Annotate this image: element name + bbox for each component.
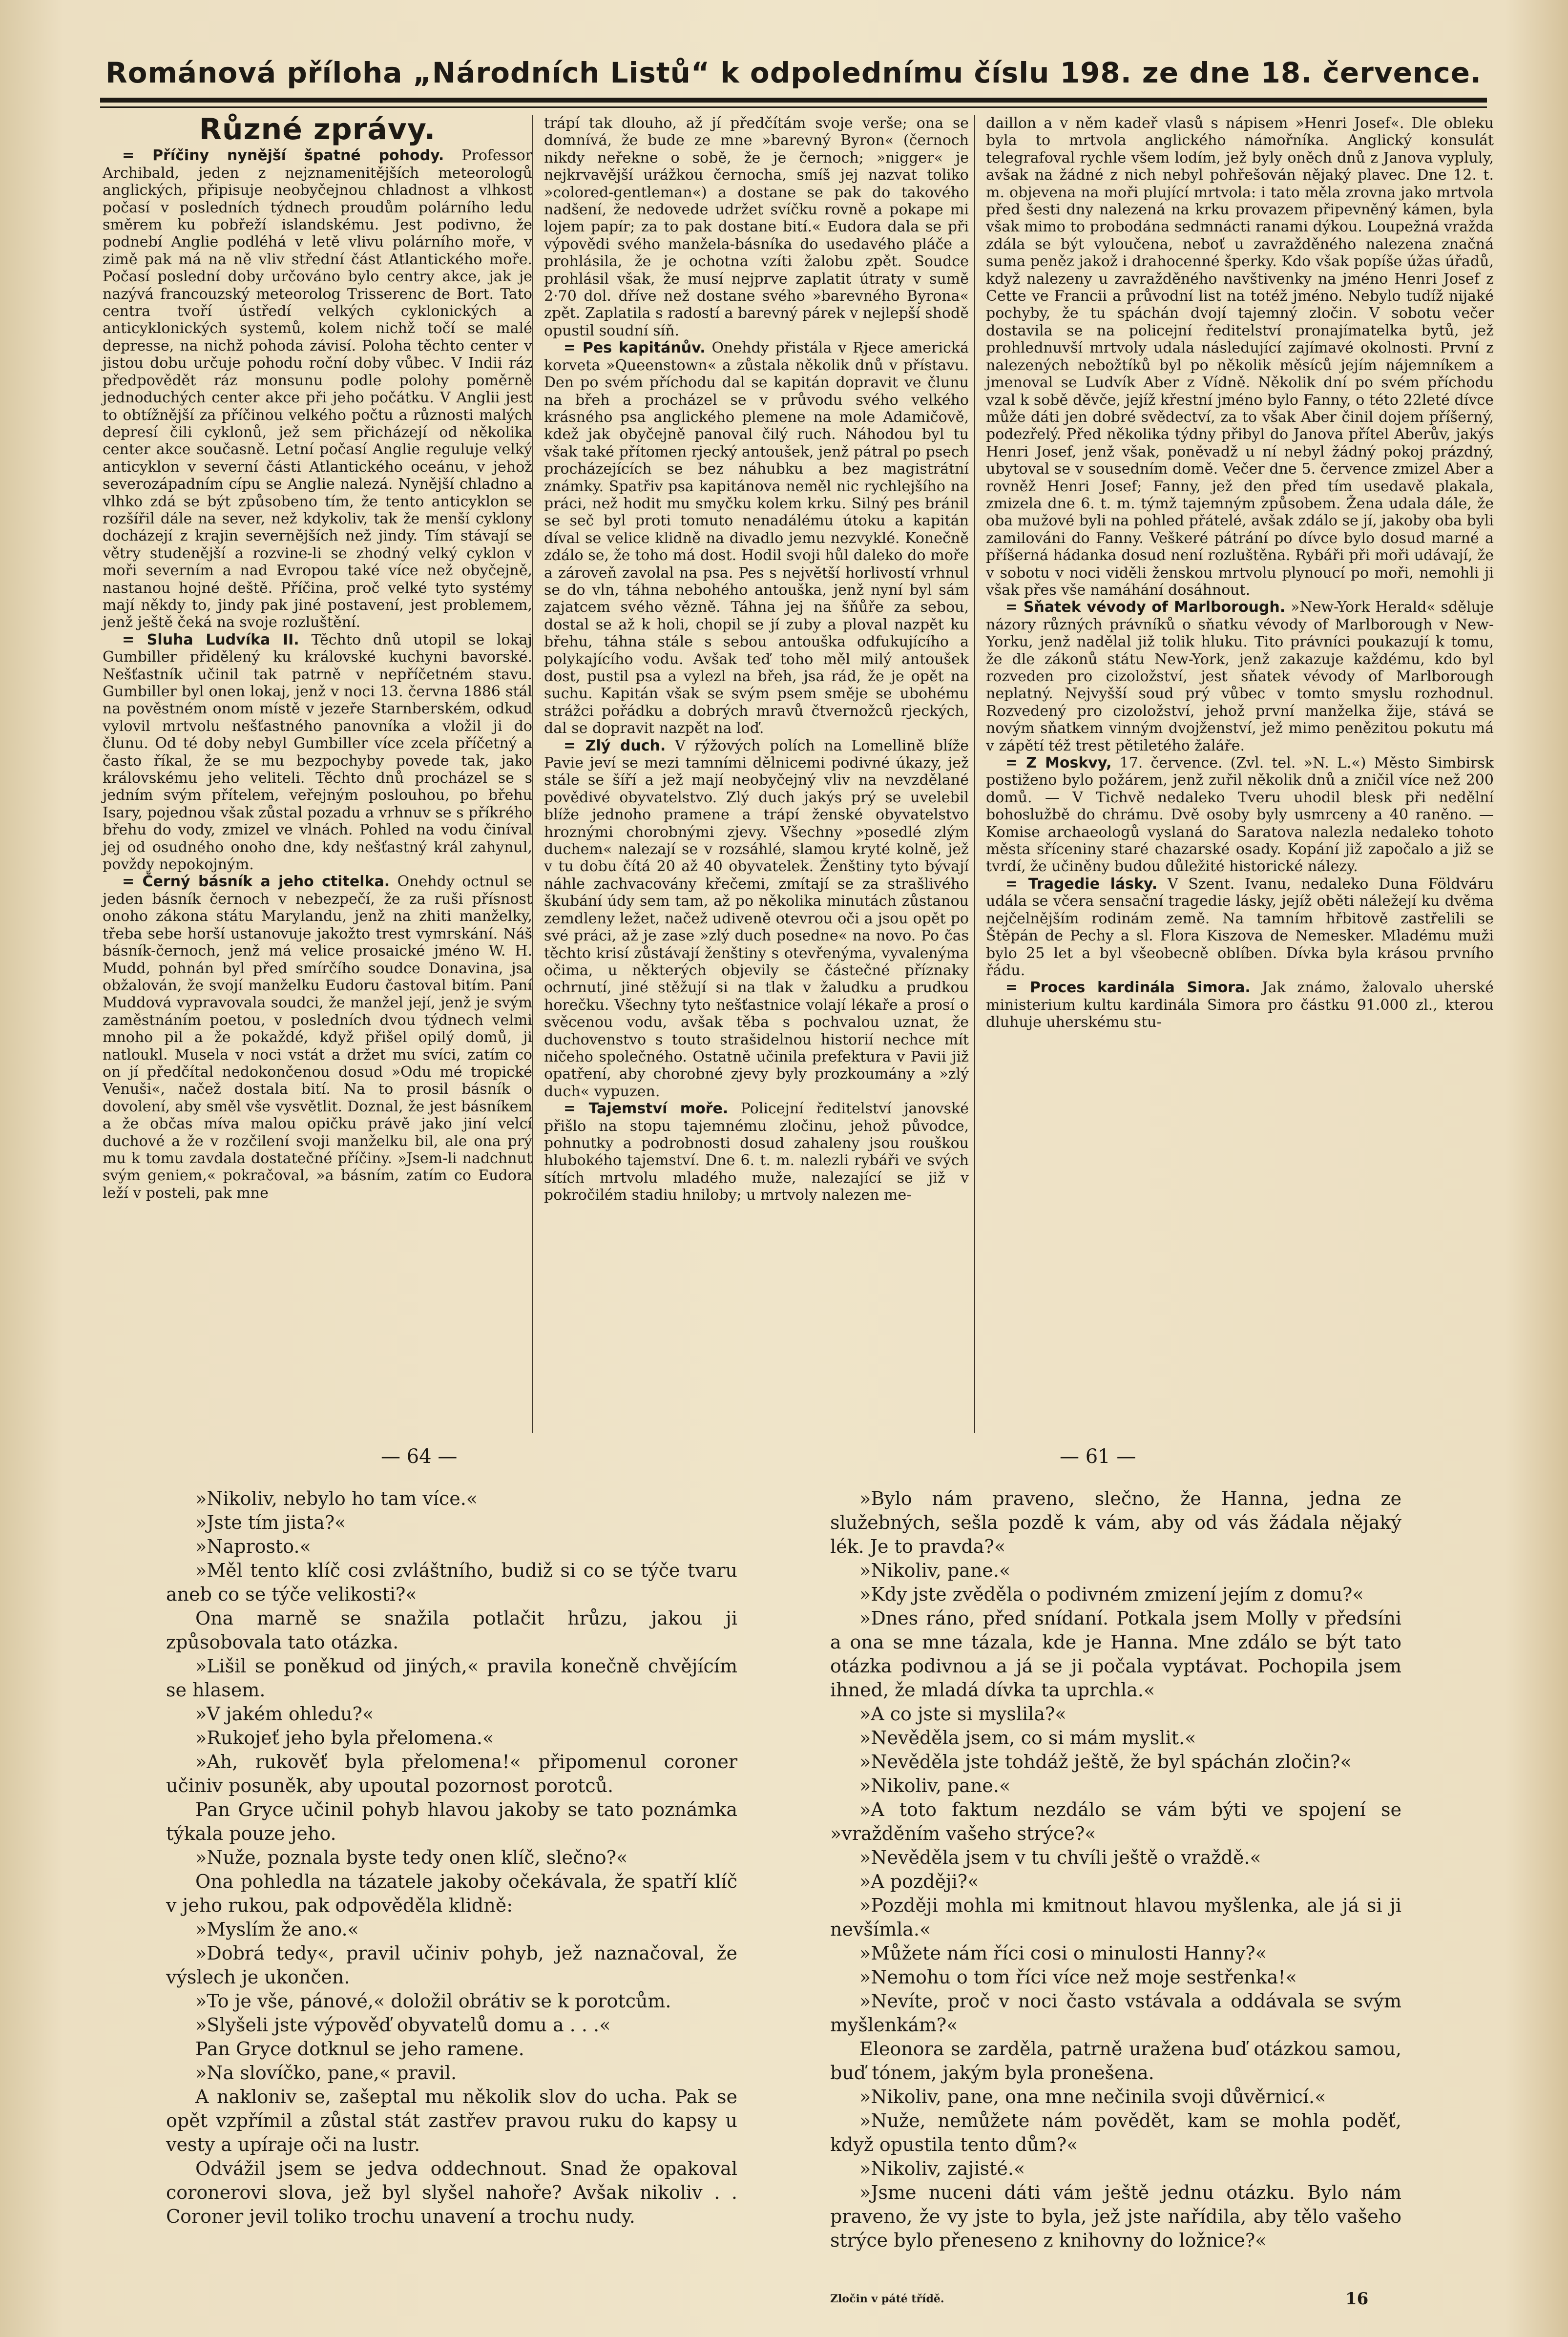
article-headline: = Z Moskvy, bbox=[1005, 754, 1112, 772]
article-text: Policejní ředitelství janovské přišlo na stopu tajemnému zločinu, jehož původce, pohnutky a podrobnosti dosud zahaleny jsou rouškou hlubokého tajemství. Dne 6. t. m. nalezli rybáři ve svých sítích mrtvolu mladého muže, nalezající se již v pokročilém stadiu hniloby; u mrtvoly nalezen me- bbox=[544, 1100, 969, 1204]
article bbox=[103, 147, 532, 631]
article bbox=[103, 631, 532, 874]
section-title: Různé zprávy. bbox=[199, 112, 436, 146]
article bbox=[544, 1100, 969, 1204]
article-headline: = Proces kardinála Simora. bbox=[1005, 979, 1251, 997]
article-headline: = Tajemství moře. bbox=[564, 1100, 729, 1118]
article bbox=[986, 979, 1494, 1031]
column-2 bbox=[532, 115, 969, 1433]
novel-paragraph: »V jakém ohledu?« bbox=[195, 1703, 374, 1725]
novel-paragraph: »Nikoliv, pane.« bbox=[859, 1560, 1011, 1581]
novel-paragraph: »Jsme nuceni dáti vám ještě jednu otázku. Bylo nám praveno, že vy jste to byla, jež jste nařídila, aby tělo vašeho strýce bylo přeneseno z knihovny do ložnice?« bbox=[830, 2182, 1401, 2251]
article-continued bbox=[986, 115, 1494, 599]
column-1 bbox=[103, 112, 532, 1202]
article-headline: = Sňatek vévody of Marlborough. bbox=[1005, 599, 1286, 616]
novel-paragraph: »Nikoliv, nebylo ho tam více.« bbox=[195, 1488, 478, 1509]
novel-paragraph: Ona marně se snažila potlačit hrůzu, jakou ji způsobovala tato otázka. bbox=[166, 1607, 737, 1653]
novel-paragraph: »Nuže, poznala byste tedy onen klíč, slečno?« bbox=[195, 1847, 628, 1868]
article bbox=[986, 876, 1494, 979]
novel-paragraph: »Nevěděla jsem v tu chvíli ještě o vraždě.« bbox=[859, 1847, 1261, 1868]
page-header: Románová příloha „Národních Listů“ k odpolednímu číslu 198. ze dne 18. července. bbox=[105, 56, 1482, 89]
article bbox=[986, 754, 1494, 876]
article bbox=[986, 599, 1494, 754]
novel-paragraph: »Rukojeť jeho byla přelomena.« bbox=[195, 1727, 494, 1749]
novel-paragraph: Eleonora se zarděla, patrně uražena buď otázkou samou, buď tónem, jakým byla pronešena. bbox=[830, 2038, 1401, 2084]
novel-paragraph: »A toto faktum nezdálo se vám býti ve spojení se »vražděním vašeho strýce?« bbox=[830, 1799, 1401, 1844]
novel-paragraph: »A později?« bbox=[859, 1871, 979, 1892]
novel-paragraph: »Kdy jste zvěděla o podivném zmizení jejím z domu?« bbox=[859, 1584, 1364, 1605]
novel-paragraph: Pan Gryce dotknul se jeho ramene. bbox=[195, 2038, 524, 2060]
article-text: Onehdy octnul se jeden básník černoch v nebezpečí, že za ruši přísnost onoho zákona státu Marylandu, jenž na zhiti manželky, třeba sebe horší ustanovuje jakožto trest vymrskání. Náš básník-černoch, jenž má velice prosaické jméno W. H. Mudd, pohnán byl před smírčího soudce Donavina, jsa obžalován, že svojí manželku Eudoru častoval bitím. Paní Muddová vypravovala soudci, že manžel její, jenž je svým zaměstnáním poetou, v posledních dvou týdnech velmi mnoho pil a že pokaždé, když přišel opilý domů, ji natloukl. Musela v noci vstát a držet mu svíci, zatím co on jí předčítal nedokončenou dosud »Odu mé tropické Venuši«, načež dostala bití. Na to prosil básník o dovolení, aby směl vše vysvětlit. Doznal, že jest básníkem a že občas míva malou opičku právě jako jiní velcí duchové a že v rozčilení svoji manželku bil, ale ona prý mu k tomu zavdala dostatečné příčiny. »Jsem-li nadchnut svým geniem,« pokračoval, »a básním, zatím co Eudora leží v posteli, pak mne bbox=[103, 873, 532, 1202]
novel-paragraph: »Slyšeli jste výpověď obyvatelů domu a . . .« bbox=[195, 2014, 611, 2036]
article-headline: = Příčiny nynější špatné pohody. bbox=[122, 147, 444, 165]
signature-mark: Zločin v páté třídě. bbox=[830, 2293, 944, 2305]
novel-paragraph: »Můžete nám říci cosi o minulosti Hanny?« bbox=[859, 1942, 1267, 1964]
article-text: Jak známo, žalovalo uherské ministerium kultu kardinála Simora pro částku 91.000 zl., kterou dluhuje uherskému stu- bbox=[986, 979, 1494, 1031]
page-number-right: — 61 — bbox=[1060, 1445, 1136, 1468]
novel-paragraph: Odvážil jsem se jedva oddechnout. Snad že opakoval coronerovi slova, jež byl slyšel nahoře? Avšak nikoliv . . Coroner jevil toliko trochu unavení a trochu nudy. bbox=[166, 2158, 737, 2227]
article-text: »New-York Herald« sděluje názory různých právníků o sňatku vévody of Marlborough v New-Yorku, jenž nadělal již tolik hluku. Tito právníci poukazují k tomu, že dle zákonů státu New-York, jenž zakazuje každému, kdo byl rozveden pro cizoložství, jest sňatek vévody of Marlborough neplatný. Nejvyšší soud prý vůbec v tomto smyslu rozhodnul. Rozvedený pro cizoložství, jehož první manželka žije, stává se novým sňatkem vinným dvojženství, jež mimo penězitou pokutu má v zápětí též trest pětiletého žaláře. bbox=[986, 599, 1494, 754]
novel-paragraph: Ona pohledla na tázatele jakoby očekávala, že spatří klíč v jeho rukou, pak odpověděla klidně: bbox=[166, 1871, 737, 1916]
article-headline: = Tragedie lásky. bbox=[1005, 875, 1158, 893]
novel-paragraph: »To je vše, pánové,« doložil obrátiv se k porotcům. bbox=[195, 1990, 671, 2012]
article-text: V rýžových polích na Lomellině blíže Pavie jeví se mezi tamními dělnicemi podivné úkazy, jež stále se šíří a jež mají neobyčejný vliv na nevzdělané povědivé obyvatelstvo. Zlý duch jakýs prý se uvelebil blíže jednoho pramene a trápí ženské obyvatelstvo hroznými chorobnými zjevy. Všechny »posedlé zlým duchem« nalezají se v rozsáhlé, slamou kryté kolně, jež v tu dobu čítá 20 až 40 obyvatelek. Ženštiny tyto bývají náhle zachvacovány křečemi, zmítají se za strašlivého škubání údy sem tam, až po několika minutách zůstanou zemdleny ležet, načež udiveně otevrou oči a jsou opět po své práci, až je zase »zlý duch posedne« na novo. Po čas těchto krisí zůstávají ženštiny s otevřenýma, vyvalenýma očima, u některých objevily se částečné příznaky ochrnutí, jiné stěžují si na tlak v žaludku a prudkou horečku. Všechny tyto nešťastnice volají lékaře a prosí o svěcenou vodu, avšak těba s pochvalou uznat, že duchovenstvo s touto strašidelnou historií nechce mít ničeho společného. Ostatně učinila prefektura v Pavii již opatření, aby chorobné zjevy byly prozkoumány a »zlý duch« vypuzen. bbox=[544, 737, 969, 1100]
novel-paragraph: »Měl tento klíč cosi zvláštního, budiž si co se týče tvaru aneb co se týče velikosti?« bbox=[166, 1560, 737, 1605]
article bbox=[544, 737, 969, 1101]
article-headline: = Černý básník a jeho ctitelka. bbox=[122, 873, 390, 891]
novel-paragraph: »Bylo nám praveno, slečno, že Hanna, jedna ze služebných, sešla pozdě k vám, aby od vás žádala nějaký lék. Je to pravda?« bbox=[830, 1488, 1401, 1557]
article-text: Onehdy přistála v Rjece americká korveta »Queenstown« a zůstala několik dnů v přístavu. Den po svém příchodu dal se kapitán dopravit ve člunu na břeh a procházel se v průvodu svého velkého krásného psa anglického plemene na mole Adamičově, kdež jak obyčejně panoval čilý ruch. Náhodou byl tu však také přítomen rjecký antoušek, jenž pátral po psech procházejících se bez náhubku a bez magistrátní známky. Spatřiv psa kapitánova neměl nic rychlejšího na práci, než hodit mu smyčku kolem krku. Silný pes bránil se seč byl proti tomuto nenadálému útoku a kapitán díval se velice klidně na divadlo jemu nezvyklé. Konečně zdálo se, že toho má dost. Hodil svoji hůl daleko do moře a zároveň zavolal na psa. Pes s největší horlivostí vrhnul se do vln, táhna nebohého antouška, jenž nyní byl sám zajatcem svého vězně. Táhna jej na šňůře za sebou, dostal se až k holi, chopil se jí zuby a ploval nazpět ku břehu, táhna stále s sebou antouška odfukujícího a polykajícího vodu. Avšak teď toho měl milý antoušek dost, pustil psa a vylezl na břeh, jsa rád, že je opět na suchu. Kapitán však se svým psem směje se ubohému strážci pořádku a dobrých mravů čtvernožců rjeckých, dal se dopravit nazpět na loď. bbox=[544, 339, 969, 737]
novel-paragraph: »Nikoliv, zajisté.« bbox=[859, 2158, 1025, 2179]
novel-page-right bbox=[830, 1487, 1401, 2253]
article-headline: = Sluha Ludvíka II. bbox=[122, 631, 299, 648]
novel-paragraph: »A co jste si myslila?« bbox=[859, 1703, 1066, 1725]
article-text: daillon a v něm kadeř vlasů s nápisem »Henri Josef«. Dle obleku byla to mrtvola anglického námořníka. Anglický konsulát telegrafoval rychle všem lodím, jež byly oněch dnů z Janova vypluly, avšak na žádné z nich nebyl pohřešován nějaký plavec. Dne 12. t. m. objevena na moři plující mrtvola: i tato měla zrovna jako mrtvola před šesti dny nalezená na krku provazem připevněný kámen, byla však mimo to probodána sedmnácti ranami dýkou. Loupežná vražda zdála se být vyloučena, neboť u zavražděného nalezena značná suma peněz jakož i drahocenné šperky. Kdo však popíše úžas úřadů, když nalezeny u zavražděného navštivenky na jméno Henri Josef z Cette ve Francii a průvodní list na totéž jméno. Nebylo tudíž nijaké pochyby, že tu spáchán dvojí tajemný zločin. V sobotu večer dostavila se na policejní ředitelství pronajímatelka bytů, jež prohlednuvší mrtvoly udala následující zajímavé okolnosti. První z nalezených nebožtíků byl po několik měsíců jejím nájemníkem a jmenoval se Ludvík Aber z Vídně. Několik dní po svém příchodu vzal k sobě děvče, jejíž křestní jméno bylo Fanny, o této 22leté dívce může dáti jen dobré svědectví, za to však Aber činil dojem příšerný, podezřelý. Před několika týdny přibyl do Janova přítel Aberův, jakýs Henri Josef, jenž však, poněvadž u ní nebyl žádný pokoj prázdný, ubytoval se v sousedním domě. Večer dne 5. července zmizel Aber a rovněž Henri Josef; Fanny, jež den před tím usedavě plakala, zmizela dne 6. t. m. týmž tajemným způsobem. Žena udala dále, že oba mužové byli na pohled přátelé, avšak zdálo se jí, jakoby oba byli zamilováni do Fanny. Veškeré pátrání po dívce bylo dosud marné a příšerná hádanka dosud není rozluštěna. Rybáři při moři udávají, že v sobotu v noci viděli ženskou mrtvolu plynoucí po moři, nemohli ji však přes vše namáhání dosáhnout. bbox=[986, 115, 1494, 599]
novel-paragraph: »Naprosto.« bbox=[195, 1536, 311, 1557]
novel-paragraph: »Dnes ráno, před snídaní. Potkala jsem Molly v předsíni a ona se mne tázala, kde je Hanna. Mne zdálo se být tato otázka podivnou a já se ji počala vyptávat. Pochopila jsem ihned, že mladá dívka ta uprchla.« bbox=[830, 1607, 1401, 1701]
article-text: trápí tak dlouho, až jí předčítám svoje verše; ona se domnívá, že bude ze mne »barevný Byron« (černoch nikdy neřekne o sobě, že je černoch; »nigger« je nejkrvavější urážkou černocha, smíš jej nazvat toliko »colored-gentleman«) a dostane se pak do takového nadšení, že nedovede udržet svíčku rovně a pokape mi lojem papír; za to pak dostane bití.« Eudora dala se při výpovědi svého manžela-básníka do usedavého pláče a prohlásila, že je ochotna vzíti žalobu zpět. Soudce prohlásil však, že musí nejprve zaplatit útraty v sumě 2·70 dol. dříve než dostane svého »barevného Byrona« zpět. Zaplatila s radostí a barevný párek v nejlepší shodě opustil soudní síň. bbox=[544, 115, 969, 339]
novel-paragraph: »Později mohla mi kmitnout hlavou myšlenka, ale já si ji nevšímla.« bbox=[830, 1895, 1401, 1940]
article bbox=[103, 873, 532, 1202]
novel-paragraph: »Lišil se poněkud od jiných,« pravila konečně chvějícím se hlasem. bbox=[166, 1655, 737, 1701]
header-rule-thin bbox=[100, 106, 1487, 108]
article bbox=[544, 339, 969, 737]
novel-paragraph: »Nikoliv, pane.« bbox=[859, 1775, 1011, 1796]
novel-paragraph: »Na slovíčko, pane,« pravil. bbox=[195, 2062, 457, 2084]
header-rule bbox=[100, 98, 1487, 103]
novel-paragraph: »Nevěděla jste tohdáž ještě, že byl spáchán zločin?« bbox=[859, 1751, 1352, 1773]
novel-paragraph: »Myslím že ano.« bbox=[195, 1919, 359, 1940]
novel-paragraph: »Jste tím jista?« bbox=[195, 1512, 346, 1533]
novel-paragraph: »Nikoliv, pane, ona mne nečinila svoji důvěrnicí.« bbox=[859, 2086, 1326, 2107]
novel-paragraph: Pan Gryce učinil pohyb hlavou jakoby se tato poznámka týkala pouze jeho. bbox=[166, 1799, 737, 1844]
article-text: Professor Archibald, jeden z nejznamenitějších meteorologů anglických, připisuje neobyčejnou chladnost a vlhkost počasí v posledních týdnech proudům polárního ledu směrem ku pobřeží islandskému. Jest podivno, že podnebí Anglie podléhá v letě vlivu polárního moře, v zimě pak má na ně vliv střední část Atlantického moře. Počasí poslední doby určováno bylo centry akce, jak je nazývá francouzský meteorolog Trisserenc de Bort. Tato centra tvoří ústředí velkých cyklonických a anticyklonických systemů, kolem nichž točí se malé depresse, na nichž pohoda závisí. Poloha těchto center v jistou dobu určuje pohodu roční doby vůbec. V Indii ráz předpovědět ráz monsunu podle polohy poměrně jednoduchých center akce při jeho počátku. V Anglii jest to obtížnější za příčinou velkého počtu a různosti malých depresí čili cyklonů, jež sem přicházejí od několika center akce současně. Letní počasí Anglie reguluje velký anticyklon v severní části Atlantického oceánu, v jehož severozápadním cípu se Anglie nalezá. Nynější chladno a vlhko zdá se být způsobeno tím, že tento anticyklon se rozšířil dále na sever, než kdykoliv, tak že menší cyklony docházejí z krajin severnějších než jindy. Tím stávají se větry studenější a rozvine-li se zhodný velký cyklon v moři severním a nad Evropou také více než obyčejně, nastanou hojné deště. Příčina, proč velké tyto systémy mají někdy to, jindy pak jiné postavení, jest problemem, jenž ještě čeká na svoje rozluštění. bbox=[103, 147, 532, 631]
novel-paragraph: »Dobrá tedy«, pravil učiniv pohyb, jež naznačoval, že výslech je ukončen. bbox=[166, 1942, 737, 1988]
column-3 bbox=[974, 115, 1494, 1433]
article-continued bbox=[544, 115, 969, 339]
novel-paragraph: »Nemohu o tom říci více než moje sestřenka!« bbox=[859, 1966, 1297, 1988]
article-text: V Szent. Ivanu, nedaleko Duna Földváru udála se včera sensační tragedie lásky, jejíž oběti náležejí ku dvěma nejčelnějším rodinám země. Na tamním hřbitově zastřelili se Štěpán de Pechy a sl. Flora Kiszova de Nemesker. Mladému muži bylo 25 let a byl všeobecně oblíben. Dívka byla krásou prvního řádu. bbox=[986, 875, 1494, 979]
novel-paragraph: A nakloniv se, zašeptal mu několik slov do ucha. Pak se opět vzpřímil a zůstal stát zastřev pravou ruku do kapsy u vesty a upíraje oči na lustr. bbox=[166, 2086, 737, 2155]
novel-page-left bbox=[166, 1487, 737, 2229]
novel-paragraph: »Nevěděla jsem, co si mám myslit.« bbox=[859, 1727, 1196, 1749]
novel-paragraph: »Ah, rukověť byla přelomena!« připomenul coroner učiniv posuněk, aby upoutal pozornost porotců. bbox=[166, 1751, 737, 1796]
novel-paragraph: »Nevíte, proč v noci často vstávala a oddávala se svým myšlenkám?« bbox=[830, 1990, 1401, 2036]
article-headline: = Zlý duch. bbox=[564, 737, 666, 754]
novel-paragraph: »Nuže, nemůžete nám povědět, kam se mohla poděť, když opustila tento dům?« bbox=[830, 2110, 1401, 2155]
article-text: 17. července. (Zvl. tel. »N. L.«) Město Simbirsk postiženo bylo požárem, jenž zuřil několik dnů a zničil více než 200 domů. — V Tichvě nedaleko Tveru uhodil blesk při nedělní bohoslužbě do chrámu. Dvě osoby byly usmrceny a 40 raněno. — Komise archaeologů vyslaná do Saratova nalezla nedaleko tohoto města sříceniny staré chazarské osady. Kopání již započalo a již se tvrdí, že učiněny budou důležité historické nálezy. bbox=[986, 754, 1494, 876]
sheet-number: 16 bbox=[1345, 2289, 1369, 2309]
page-number-left: — 64 — bbox=[381, 1445, 458, 1468]
article-text: Těchto dnů utopil se lokaj Gumbiller přidělený ku královské kuchyni bavorské. Nešťastník učinil tak patrně v nepříčetném stavu. Gumbiller byl onen lokaj, jenž v noci 13. června 1886 stál na pověstném onom místě v jezeře Starnberském, odkud vylovil mrtvolu nešťastného panovníka a vložil ji do člunu. Od té doby nebyl Gumbiller více zcela příčetný a často říkal, že se mu bezpochyby povede tak, jako královskému jeho veliteli. Těchto dnů procházel se s jedním svým přítelem, veřejným poslouhou, po břehu Isary, pojednou však zůstal pozadu a vrhnuv se s příkrého břehu do vody, zmizel ve vlnách. Pohled na vodu činíval jej od osudného onoho dne, kdy nešťastný král zahynul, povždy nepokojným. bbox=[103, 631, 532, 874]
article-headline: = Pes kapitánův. bbox=[564, 339, 706, 357]
